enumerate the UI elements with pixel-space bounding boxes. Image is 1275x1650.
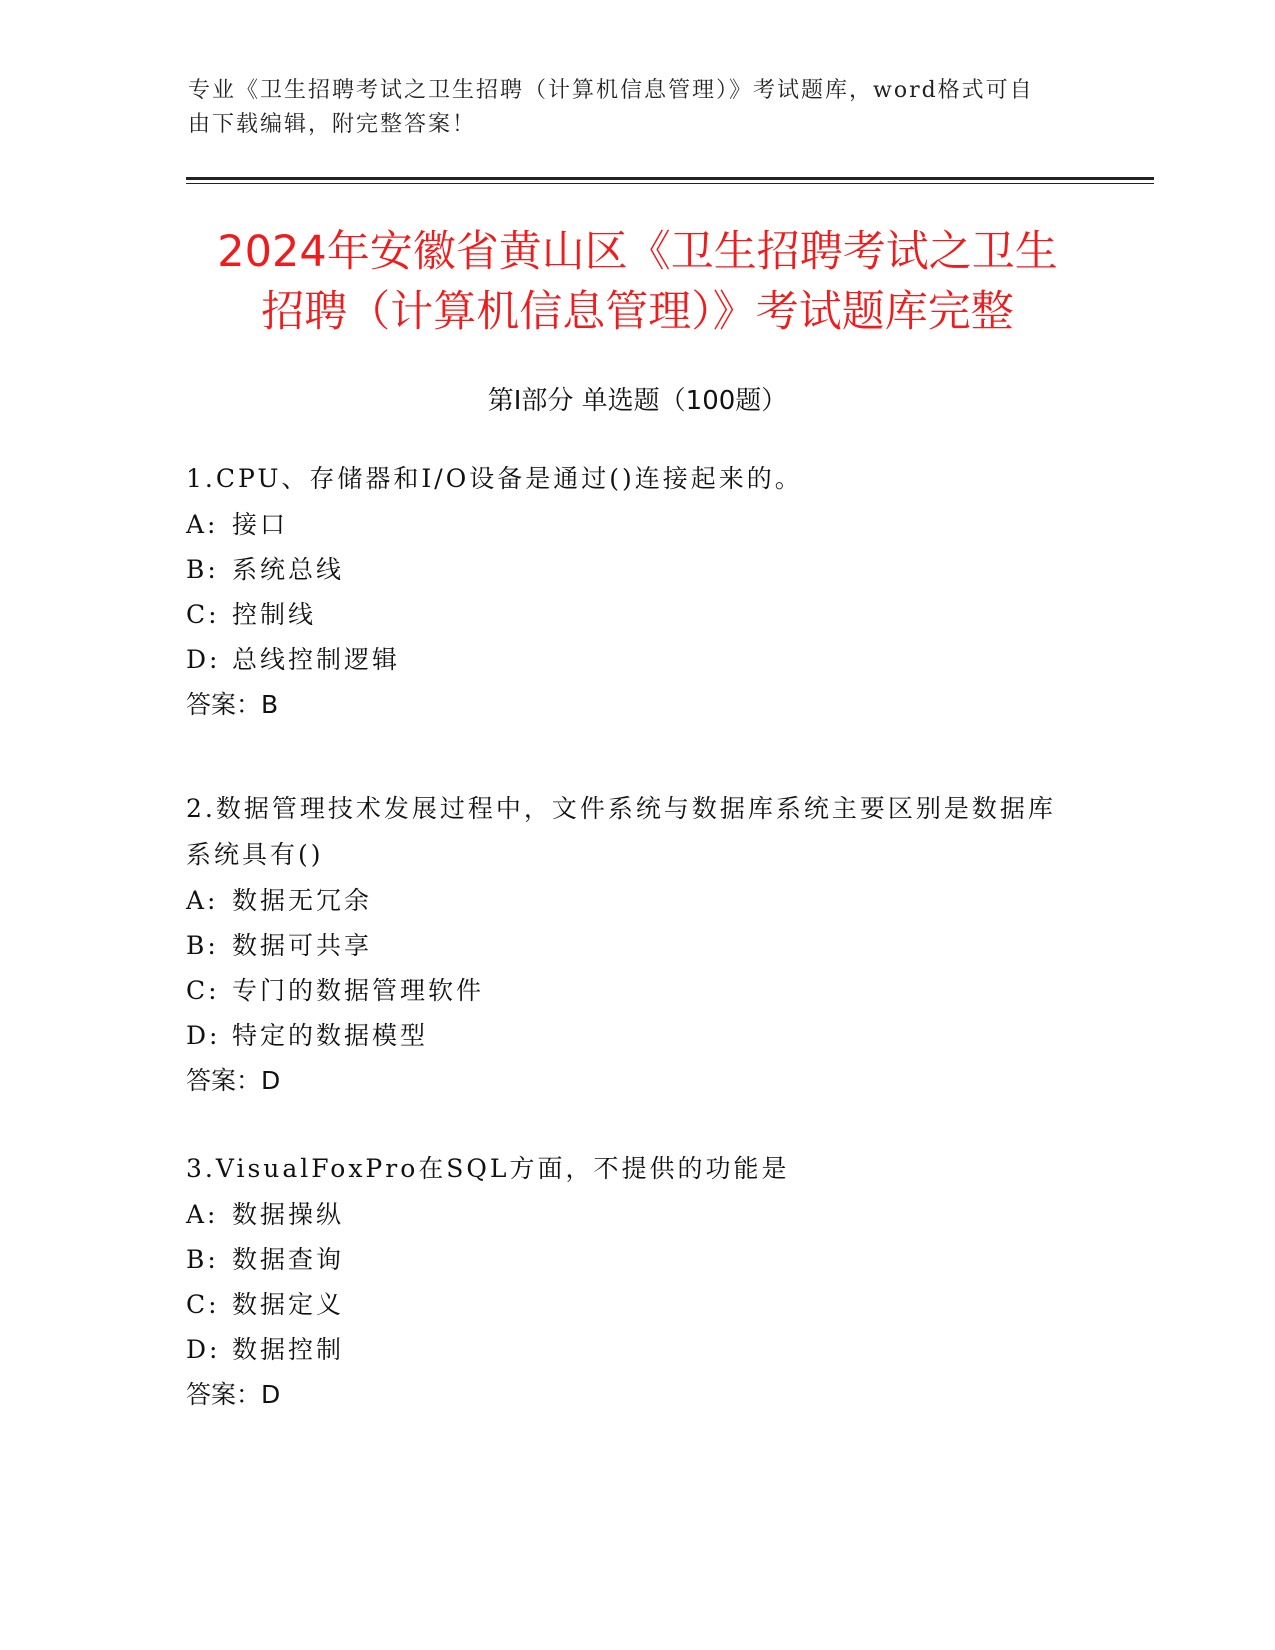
option-key: B: (186, 931, 219, 960)
option-text: 数据操纵 (232, 1200, 345, 1229)
option-b (186, 1237, 1066, 1282)
document-title (150, 222, 1125, 342)
answer-label: 答案：D (186, 1380, 281, 1409)
question-2 (186, 786, 1066, 1104)
question-1 (186, 456, 1066, 728)
option-key: D: (186, 645, 221, 674)
option-d (186, 637, 1066, 682)
answer-label: 答案：B (186, 690, 279, 719)
option-text: 数据查询 (232, 1245, 345, 1274)
header-divider-thick (186, 177, 1154, 180)
option-key: A: (186, 886, 219, 915)
option-a (186, 502, 1066, 547)
question-text: 1.CPU、存储器和I/O设备是通过()连接起来的。 (186, 464, 803, 493)
option-b (186, 923, 1066, 968)
option-text: 特定的数据模型 (232, 1021, 429, 1050)
option-key: B: (186, 555, 219, 584)
document-title-line-2: 招聘（计算机信息管理）》考试题库完整 (261, 287, 1014, 337)
option-text: 接口 (232, 510, 289, 539)
option-text: 数据可共享 (232, 931, 373, 960)
option-key: A: (186, 510, 219, 539)
option-key: C: (186, 1290, 220, 1319)
option-text: 专门的数据管理软件 (232, 976, 485, 1005)
option-text: 数据定义 (232, 1290, 345, 1319)
answer-label: 答案：D (186, 1066, 281, 1095)
option-d (186, 1013, 1066, 1058)
header-note-line-2: 由下载编辑，附完整答案！ (188, 112, 477, 137)
option-key: C: (186, 976, 220, 1005)
option-d (186, 1327, 1066, 1372)
option-key: A: (186, 1200, 219, 1229)
document-title-line-1: 2024年安徽省黄山区《卫生招聘考试之卫生 (217, 227, 1058, 277)
option-key: B: (186, 1245, 219, 1274)
option-a (186, 878, 1066, 923)
section-title: 第Ⅰ部分 单选题（100题） (487, 386, 788, 416)
option-text: 数据控制 (232, 1335, 345, 1364)
option-key: D: (186, 1021, 221, 1050)
option-c (186, 1282, 1066, 1327)
option-c (186, 968, 1066, 1013)
option-text: 系统总线 (232, 555, 345, 584)
question-3 (186, 1146, 1066, 1418)
option-b (186, 547, 1066, 592)
question-text: 2.数据管理技术发展过程中，文件系统与数据库系统主要区别是数据库系统具有() (186, 794, 1056, 869)
question-text: 3.VisualFoxPro在SQL方面，不提供的功能是 (186, 1154, 790, 1183)
option-text: 数据无冗余 (232, 886, 373, 915)
header-note-line-1: 专业《卫生招聘考试之卫生招聘（计算机信息管理）》考试题库，word格式可自 (188, 78, 1034, 103)
header-divider-thin (186, 183, 1154, 184)
option-key: C: (186, 600, 220, 629)
option-c (186, 592, 1066, 637)
option-key: D: (186, 1335, 221, 1364)
option-text: 总线控制逻辑 (232, 645, 401, 674)
option-a (186, 1192, 1066, 1237)
header-note (188, 74, 1088, 142)
option-text: 控制线 (232, 600, 317, 629)
